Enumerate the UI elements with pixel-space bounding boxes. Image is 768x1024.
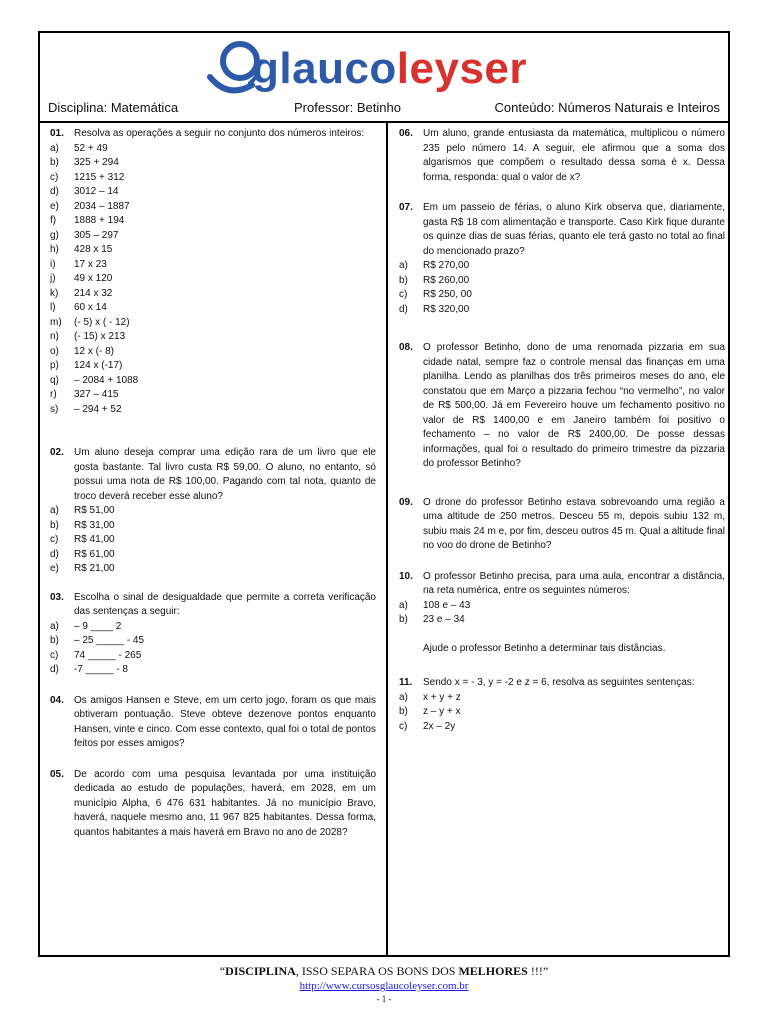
option-text: (- 5) x ( - 12) [74,316,130,328]
option [399,705,725,720]
option-text: z – y + x [423,706,461,717]
option-text: (- 15) x 213 [74,331,126,342]
option [50,649,376,664]
right-column [399,127,725,734]
option-text: 17 x 23 [74,258,107,270]
question-text: O professor Betinho, dono de uma renomada pizzaria em sua cidade natal, sempre faz o controle mensal das finanças em uma planilha. Lendo as planilhas dos três primeiros meses do ano, ele constatou que em Março a pizzaria fechou “no vermelho”, no valor de R$ 500,00. Já em Fevereiro houve um fechamento positivo no valor de R$ 1400,00 e em Janeiro também foi positivo o fechamento – no valor de R$ 2400,00. De posse dessas informações, qual foi o resultado do primeiro trimestre da pizzaria do professor Betinho? [423,342,725,469]
option [50,562,376,577]
option-label: b) [399,706,408,717]
professor-label: Professor: Betinho [294,100,401,115]
option [50,548,376,563]
question-04 [50,694,376,752]
option-label: d) [50,186,59,197]
question-number: 09. [399,496,413,508]
option [399,691,725,706]
option-text: 1888 + 194 [74,215,125,226]
question-11 [399,676,725,734]
option-text: R$ 21,00 [74,563,115,574]
option [50,243,376,258]
logo-wordmark [252,39,527,99]
option-text: – 2084 + 1088 [74,374,139,386]
option [50,388,376,403]
option-label: s) [50,403,59,415]
option [50,229,376,244]
column-divider [386,123,388,955]
option-text: – 9 ____ 2 [74,620,122,632]
option-text: R$ 250, 00 [423,289,472,300]
option-text: 74 _____ - 265 [74,649,142,661]
option [50,142,376,157]
question-02 [50,446,376,577]
quote-mark: “ [219,964,226,978]
motto-word-best: MELHORES [458,964,528,978]
question-05 [50,768,376,841]
option-label: d) [50,664,59,675]
option [399,259,725,274]
option [50,316,376,331]
question-number: 05. [50,768,64,780]
option-text: 60 x 14 [74,302,107,313]
option [50,171,376,186]
question-06 [399,127,725,185]
option-text: 214 x 32 [74,287,113,299]
option [50,533,376,548]
question-01 [50,127,376,417]
option [399,720,725,735]
option-text: 305 – 297 [74,229,119,241]
question-07 [399,201,725,317]
option-label: e) [50,200,59,212]
option-label: a) [399,691,408,703]
question-08 [399,341,725,472]
question-number: 01. [50,128,64,139]
logo-part-leyser: leyser [396,44,528,93]
option [50,634,376,649]
option [50,403,376,418]
option-label: a) [50,142,59,154]
option-label: a) [50,505,59,516]
option-label: e) [50,563,59,574]
question-note: Ajude o professor Betinho a determinar tais distâncias. [423,642,666,654]
option-text: 428 x 15 [74,244,113,255]
option-label: c) [50,534,59,545]
option-label: n) [50,331,59,342]
option-label: o) [50,345,59,357]
option-label: b) [50,635,59,646]
option-text: R$ 320,00 [423,303,470,315]
option [50,519,376,534]
question-text: O professor Betinho precisa, para uma aula, encontrar a distância, na reta numérica, entre os seguintes números: [423,570,725,596]
option-label: p) [50,360,59,371]
option [50,258,376,273]
option-label: a) [399,599,408,611]
motto-end: !!!” [527,964,549,978]
question-03 [50,591,376,678]
question-text: O drone do professor Betinho estava sobrevoando uma região a uma altitude de 250 metros. Desceu 55 m, depois subiu 132 m, subiu mais 24 m e, por fim, desceu outros 45 m. Qual a altitude final no voo do drone de Betinho? [423,496,725,551]
option-text: 52 + 49 [74,142,108,154]
option [50,287,376,302]
option-label: l) [50,302,56,313]
option-label: h) [50,244,59,255]
option [399,303,725,318]
option-label: m) [50,316,62,328]
question-text: Em um passeio de férias, o aluno Kirk observa que, diariamente, gasta R$ 18 com alimentação e transporte. Caso Kirk fique durante os quinze dias de suas férias, quanto ele terá gasto no total ao final do mencionado prazo? [423,202,725,257]
option-label: a) [50,620,59,632]
motto-word-discipline: DISCIPLINA [225,964,296,978]
question-text: Resolva as operações a seguir no conjunto dos números inteiros: [74,128,365,139]
option-text: 3012 – 14 [74,186,119,197]
footer-motto [0,964,768,979]
option-label: b) [50,157,59,168]
option-text: 327 – 415 [74,389,119,400]
header-divider [40,121,728,123]
option [50,374,376,389]
option [50,272,376,287]
left-column [50,127,376,840]
option [50,185,376,200]
option [399,613,725,628]
option [50,345,376,360]
question-text: Escolha o sinal de desigualdade que permite a correta verificação das sentenças a seguir: [74,591,376,617]
question-text: Um aluno deseja comprar uma edição rara de um livro que ele gosta bastante. Tal livro custa R$ 59,00. O aluno, no entanto, só possui uma nota de R$ 100,00. Pagando com tal nota, quanto de troco deverá receber esse aluno? [74,447,376,502]
discipline-label: Disciplina: Matemática [48,100,179,115]
option [50,156,376,171]
option-label: a) [399,260,408,271]
option-text: 23 e – 34 [423,614,465,625]
option-label: g) [50,229,59,241]
option [50,504,376,519]
option-label: q) [50,374,59,386]
question-text: Um aluno, grande entusiasta da matemática, multiplicou o número 235 pelo número 14. A seguir, ele afirmou que a soma dos algarismos que compõem o resultado dessa soma é x. Dessa forma, responda: qual o valor de x? [423,128,725,183]
option-text: 108 e – 43 [423,599,471,611]
option-text: -7 _____ - 8 [74,664,128,675]
option-text: 2034 – 1887 [74,200,130,212]
option-label: c) [399,289,408,300]
motto-middle: , ISSO SEPARA OS BONS DOS [295,964,459,978]
option-text: 49 x 120 [74,273,113,284]
question-number: 06. [399,128,413,139]
option [50,214,376,229]
question-number: 11. [399,677,413,688]
option [50,620,376,635]
question-number: 03. [50,591,64,603]
option-text: R$ 260,00 [423,274,470,286]
option-text: – 294 + 52 [74,403,122,415]
option-text: 1215 + 312 [74,171,125,183]
option-label: b) [50,519,59,531]
question-number: 10. [399,570,413,582]
option-label: b) [399,614,408,625]
option-text: 325 + 294 [74,157,119,168]
option-label: k) [50,287,59,299]
option-label: b) [399,274,408,286]
option-label: c) [399,720,408,732]
option [399,274,725,289]
option [50,200,376,215]
option-label: i) [50,258,56,270]
page-number: - 1 - [376,994,392,1004]
option-text: 2x – 2y [423,720,456,732]
question-number: 08. [399,342,413,353]
option [50,359,376,374]
option-label: f) [50,215,57,226]
question-text: Sendo x = - 3, y = -2 e z = 6, resolva as seguintes sentenças: [423,677,695,688]
question-10 [399,570,725,657]
question-text: De acordo com uma pesquisa levantada por uma instituição dedicada ao estudo de populações, haverá, em 2028, em um município Alpha, 6 476 631 habitantes. Já no município Bravo, haverá, naquele mesmo ano, 11 967 825 habitantes. Dessa forma, quantos habitantes a mais haverá em Bravo no ano de 2028? [74,768,376,838]
option-text: R$ 31,00 [74,519,115,531]
option [50,301,376,316]
option-text: R$ 51,00 [74,505,115,516]
exercise-sheet [38,31,730,957]
option-text: R$ 41,00 [74,534,115,545]
option [50,330,376,345]
question-number: 02. [50,447,64,458]
option-label: c) [50,171,59,183]
option-text: 12 x (- 8) [74,345,115,357]
option-label: r) [50,389,57,400]
option-text: R$ 61,00 [74,548,115,560]
question-number: 07. [399,202,413,213]
option [399,599,725,614]
option-text: R$ 270,00 [423,260,470,271]
sheet-header [48,97,720,119]
website-link[interactable]: http://www.cursosglaucoleyser.com.br [299,980,469,992]
option-label: d) [50,548,59,560]
content-label: Conteúdo: Números Naturais e Inteiros [494,100,720,115]
option [50,663,376,678]
option-text: 124 x (-17) [74,360,123,371]
option-label: c) [50,649,59,661]
question-number: 04. [50,694,64,706]
option-label: d) [399,303,408,315]
question-text: Os amigos Hansen e Steve, em um certo jogo, foram os que mais obtiveram pontuação. Steve obteve dezenove pontos enquanto Hansen, vinte e cinco. Com esse contexto, qual foi o total de pontos feitos por esses amigos? [74,694,376,749]
option [399,288,725,303]
logo-part-glauco: glauco [252,44,397,93]
footer-url [0,980,768,992]
option-label: j) [50,273,56,284]
question-09 [399,496,725,554]
option-text: – 25 _____ - 45 [74,635,145,646]
option-text: x + y + z [423,691,461,703]
